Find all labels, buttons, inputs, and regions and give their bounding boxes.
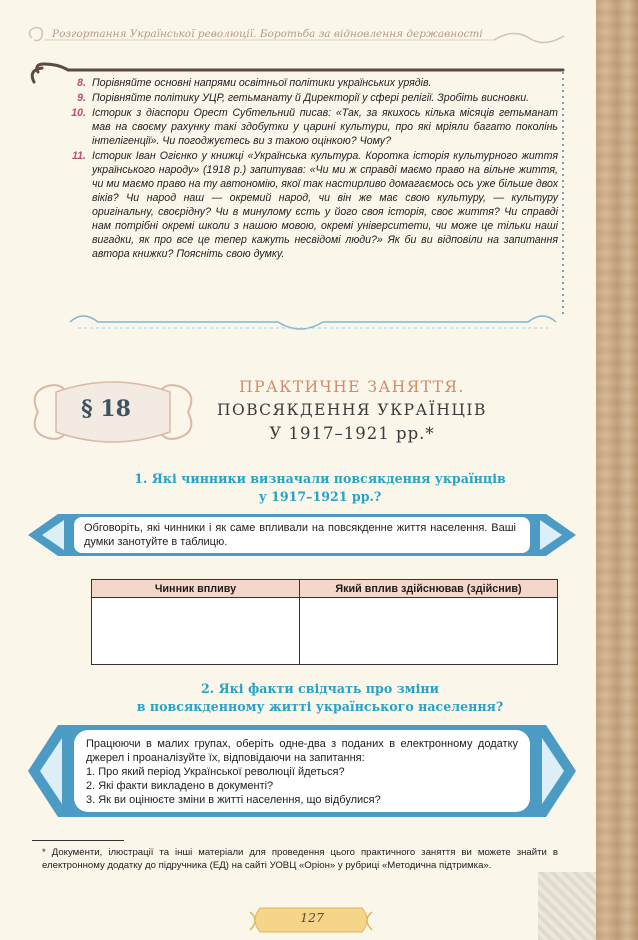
heading-line: 1. Які чинники визначали повсякдення українців (134, 471, 506, 486)
table-header-influence: Який вплив здійснював (здійснив) (300, 580, 558, 598)
question-number: 11. (72, 150, 86, 162)
running-title: Розгортання Української революції. Боротьба за відновлення державності (52, 28, 483, 40)
question-text: Історик Іван Огієнко у книжці «Українська культура. Коротка історія культурного життя українського народу» (1918 р.) запитував: «Чи ми ж справді маємо право на вільне життя, чи ми маємо право на ту автономію, якої так настирливо домагаємось ось уже більше двох віків? Чи народ наш — окремий народ, чи він же має свою культуру, — культуру оригінальну, своєрідну? Чи в минулому єсть у його своя історія, своє життя? Чи справді нам потрібні окремі школи з нашою мовою, окремі університети, чи може це тільки наші вигадки, як про все це тепер кажуть несвідомі люди?» Як би ви відповіли на запитання автора книжки? Поясніть свою думку. (92, 150, 558, 260)
question-item (60, 106, 558, 148)
question-number: 9. (77, 92, 86, 104)
section-title-line: У 1917–1921 рр.* (269, 424, 435, 443)
section-title-line: ПОВСЯКДЕННЯ УКРАЇНЦІВ (217, 401, 487, 419)
page-number: 127 (300, 910, 324, 925)
task2-item: 3. Як ви оцінюєте зміни в житті населення, що відбулися? (86, 794, 381, 806)
task1-text: Обговоріть, які чинники і як саме впливали на повсякденне життя населення. Ваші думки занотуйте в таблицю. (84, 522, 516, 548)
table-cell-factor[interactable] (92, 598, 300, 665)
heading-line: 2. Які факти свідчать про зміни (201, 681, 439, 696)
table-header-factor: Чинник впливу (92, 580, 300, 598)
table-cell-influence[interactable] (300, 598, 558, 665)
question-item (60, 76, 558, 90)
question-text: Історик з діаспори Орест Субтельний писав: «Так, за якихось кілька місяців гетьманат мав на своєму рахунку такі здобутки у царині культури, про які мріяли багато поколінь інтелігенції». Чи погоджуєтесь ви з такою оцінкою? Чому? (92, 107, 558, 147)
section-title-line: ПРАКТИЧНЕ ЗАНЯТТЯ. (239, 378, 465, 396)
wood-edge-decoration (596, 0, 638, 940)
heading-line: у 1917–1921 рр.? (258, 489, 382, 504)
task2-text (86, 737, 518, 807)
task2-intro: Працюючи в малих групах, оберіть одне-два з поданих в електронному додатку джерел і проаналізуйте їх, відповідаючи на запитання: (86, 738, 518, 764)
question-number: 10. (71, 107, 86, 119)
question-item (60, 91, 558, 105)
part2-heading (80, 680, 560, 716)
corner-ornament (538, 872, 596, 940)
question-text: Порівняйте основні напрями освітньої політики українських урядів. (92, 77, 432, 89)
footnote: * Документи, ілюстрації та інші матеріали для проведення цього практичного заняття ви можете знайти в електронному додатку до підручника (ЕД) на сайті УОВЦ «Оріон» у рубриці «Методична підтримка». (42, 847, 558, 871)
task2-item: 2. Які факти викладено в документі? (86, 780, 274, 792)
question-item (60, 149, 558, 261)
section-title (196, 376, 508, 445)
task2-item: 1. Про який період Української революції йдеться? (86, 766, 345, 778)
factors-table (91, 579, 558, 665)
question-text: Порівняйте політику УЦР, гетьманату й Директорії у сфері релігії. Зробіть висновки. (92, 92, 530, 104)
section-number: § 18 (81, 396, 131, 422)
footnote-divider (32, 840, 124, 841)
question-number: 8. (77, 77, 86, 89)
questions-list (60, 76, 558, 262)
part1-heading (80, 470, 560, 506)
heading-line: в повсякденному житті українського населення? (136, 699, 504, 714)
